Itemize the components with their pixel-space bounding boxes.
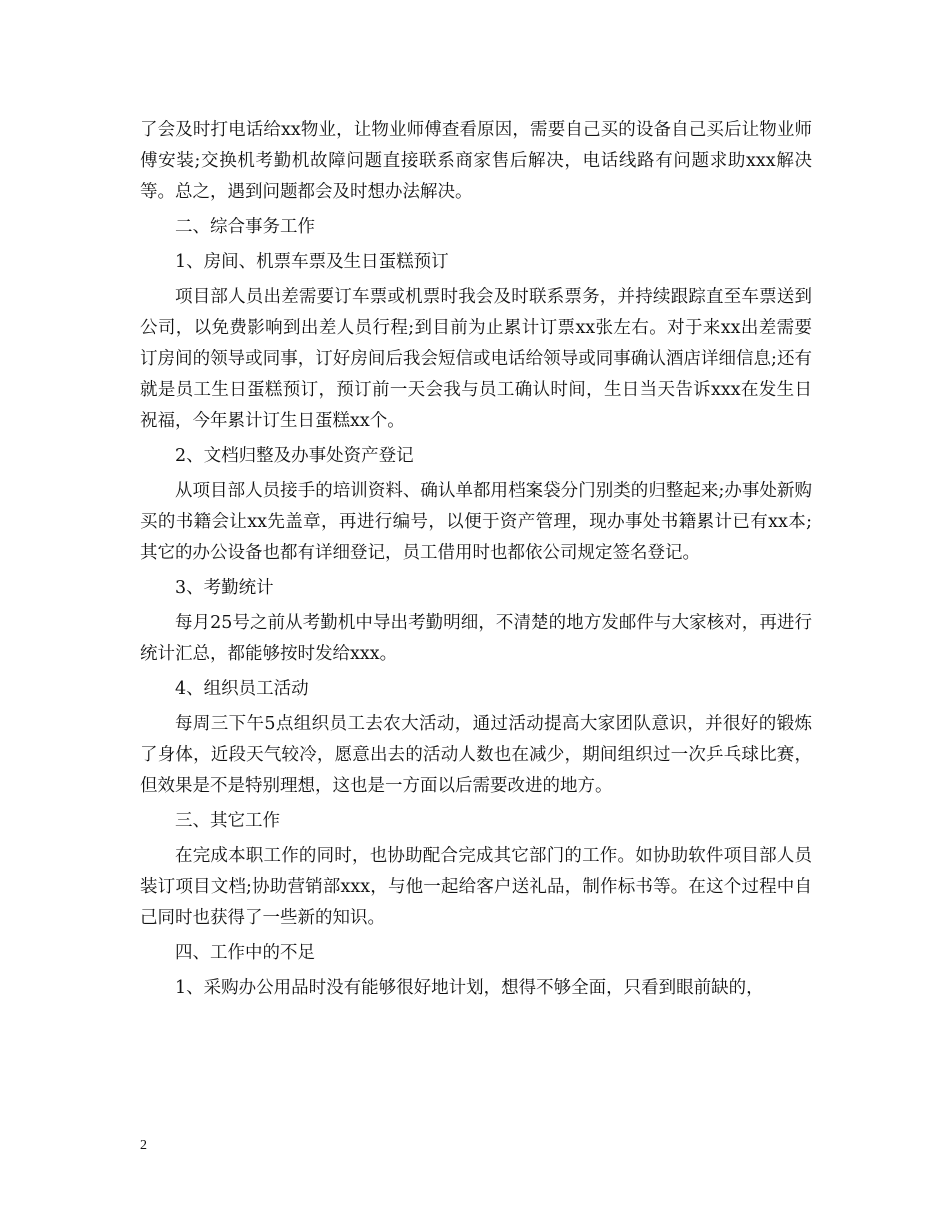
paragraph-booking: 项目部人员出差需要订车票或机票时我会及时联系票务，并持续跟踪直至车票送到公司，以免费影响到出差人员行程;到目前为止累计订票xx张左右。对于来xx出差需要订房间的领导或同事，订好房间后我会短信或电话给领导或同事确认酒店详细信息;还有就是员工生日蛋糕预订，预订前一天会我与员工确认时间，生日当天告诉xxx在发生日祝福，今年累计订生日蛋糕xx个。 (140, 287, 812, 431)
paragraph-activities: 每周三下午5点组织员工去农大活动，通过活动提高大家团队意识，并很好的锻炼了身体，近段天气较冷，愿意出去的活动人数也在减少，期间组织过一次乒乓球比赛，但效果是不是特别理想，这也是一方面以后需要改进的地方。 (140, 714, 812, 796)
paragraph-shortcomings-1: 1、采购办公用品时没有能够很好地计划，想得不够全面，只看到眼前缺的， (175, 978, 764, 998)
page-number: 2 (140, 1138, 147, 1153)
subheading-booking: 1、房间、机票车票及生日蛋糕预订 (175, 252, 449, 272)
document-body (140, 115, 812, 1008)
paragraph-1: 了会及时打电话给xx物业，让物业师傅查看原因，需要自己买的设备自己买后让物业师傅安装;交换机考勤机故障问题直接联系商家售后解决，电话线路有问题求助xxx解决等。总之，遇到问题都会及时想办法解决。 (140, 120, 812, 202)
paragraph-archiving: 从项目部人员接手的培训资料、确认单都用档案袋分门别类的归整起来;办事处新购买的书籍会让xx先盖章，再进行编号，以便于资产管理，现办事处书籍累计已有xx本;其它的办公设备也都有详细登记，员工借用时也都依公司规定签名登记。 (140, 481, 812, 563)
paragraph-other-work: 在完成本职工作的同时，也协助配合完成其它部门的工作。如协助软件项目部人员装订项目文档;协助营销部xxx，与他一起给客户送礼品，制作标书等。在这个过程中自己同时也获得了一些新的知识。 (140, 846, 812, 928)
section-heading-other-work: 三、其它工作 (175, 811, 280, 831)
section-heading-shortcomings: 四、工作中的不足 (175, 943, 315, 963)
section-heading-general-affairs: 二、综合事务工作 (175, 217, 315, 237)
subheading-archiving: 2、文档归整及办事处资产登记 (175, 446, 414, 466)
subheading-attendance: 3、考勤统计 (175, 578, 274, 598)
paragraph-attendance: 每月25号之前从考勤机中导出考勤明细，不清楚的地方发邮件与大家核对，再进行统计汇总，都能够按时发给xxx。 (140, 613, 812, 664)
subheading-activities: 4、组织员工活动 (175, 679, 309, 699)
